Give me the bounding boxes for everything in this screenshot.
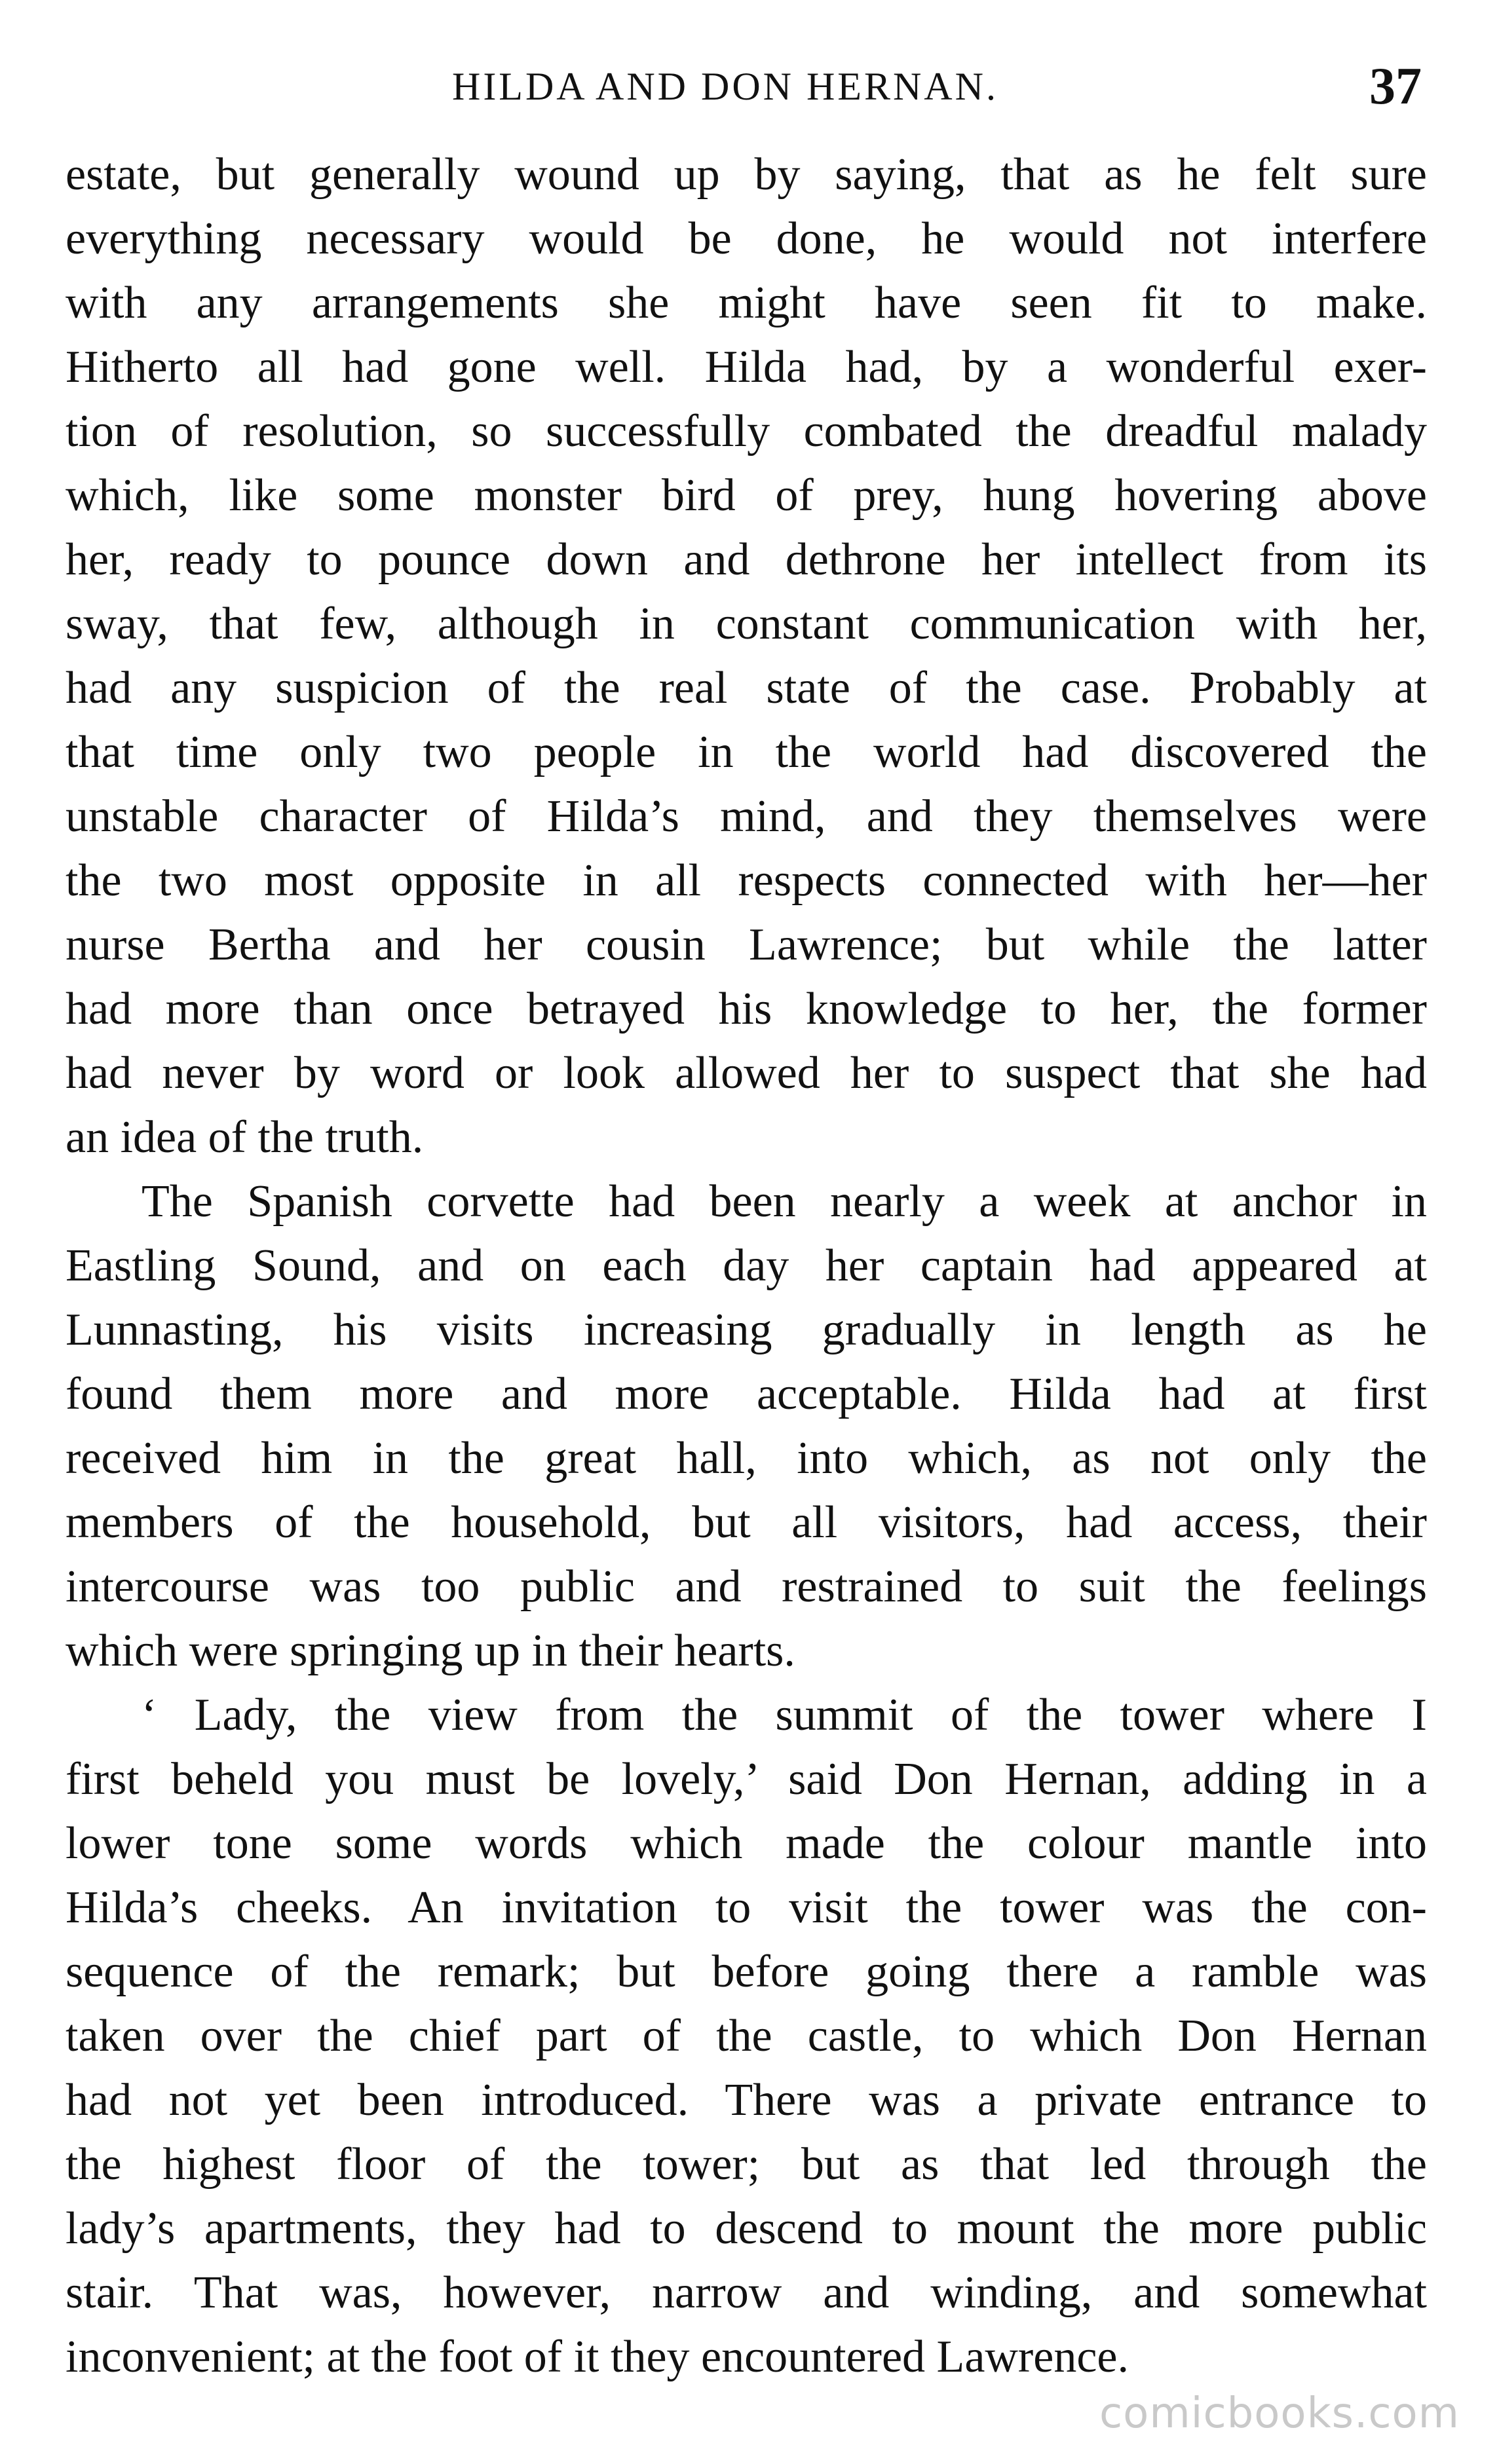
text-line: Lunnasting, his visits increasing gradually in length as he	[66, 1305, 1427, 1355]
text-line: first beheld you must be lovely,’ said Don Hernan, adding in a	[66, 1754, 1427, 1804]
text-line: lower tone some words which made the colour mantle into	[66, 1818, 1427, 1869]
text-line: Eastling Sound, and on each day her captain had appeared at	[66, 1241, 1427, 1291]
text-line: sway, that few, although in constant communication with her,	[66, 599, 1427, 649]
text-line: the highest floor of the tower; but as that led through the	[66, 2139, 1427, 2190]
text-line: found them more and more acceptable. Hilda had at first	[66, 1369, 1427, 1419]
body-text	[66, 143, 1427, 2389]
text-line: her, ready to pounce down and dethrone her intellect from its	[66, 534, 1427, 585]
text-line: ‘ Lady, the view from the summit of the tower where I	[142, 1690, 1427, 1740]
text-line: an idea of the truth.	[66, 1112, 424, 1163]
text-line: members of the household, but all visitors, had access, their	[66, 1497, 1427, 1548]
text-line: Hitherto all had gone well. Hilda had, by a wonderful exer-	[66, 342, 1427, 392]
page-number: 37	[1369, 58, 1422, 115]
text-line: which, like some monster bird of prey, hung hovering above	[66, 470, 1427, 521]
text-line: Hilda’s cheeks. An invitation to visit the tower was the con-	[66, 1882, 1427, 1933]
text-line: estate, but generally wound up by saying, that as he felt sure	[66, 149, 1427, 200]
text-line: lady’s apartments, they had to descend to mount the more public	[66, 2203, 1427, 2254]
text-line: had never by word or look allowed her to suspect that she had	[66, 1048, 1427, 1098]
text-line: nurse Bertha and her cousin Lawrence; but while the latter	[66, 920, 1427, 970]
text-line: intercourse was too public and restrained to suit the feelings	[66, 1561, 1427, 1612]
text-line: everything necessary would be done, he would not interfere	[66, 214, 1427, 264]
text-line: had more than once betrayed his knowledge to her, the former	[66, 984, 1427, 1034]
text-line: received him in the great hall, into which, as not only the	[66, 1433, 1427, 1484]
running-head	[0, 60, 1499, 113]
text-line: The Spanish corvette had been nearly a week at anchor in	[142, 1176, 1427, 1227]
text-line: sequence of the remark; but before going there a ramble was	[66, 1947, 1427, 1997]
text-line: which were springing up in their hearts.	[66, 1626, 795, 1676]
text-line: had any suspicion of the real state of the case. Probably at	[66, 663, 1427, 713]
text-line: with any arrangements she might have seen fit to make.	[66, 278, 1427, 328]
watermark: comicbooks.com	[1099, 2389, 1460, 2438]
text-line: unstable character of Hilda’s mind, and they themselves were	[66, 791, 1427, 842]
text-line: inconvenient; at the foot of it they encountered Lawrence.	[66, 2332, 1129, 2382]
text-line: the two most opposite in all respects connected with her—her	[66, 855, 1427, 906]
text-line: that time only two people in the world had discovered the	[66, 727, 1427, 777]
text-line: tion of resolution, so successfully combated the dreadful malady	[66, 406, 1427, 457]
text-line: taken over the chief part of the castle, to which Don Hernan	[66, 2011, 1427, 2061]
running-title: HILDA AND DON HERNAN.	[452, 65, 998, 108]
text-line: stair. That was, however, narrow and winding, and somewhat	[66, 2268, 1427, 2318]
text-line: had not yet been introduced. There was a private entrance to	[66, 2075, 1427, 2125]
